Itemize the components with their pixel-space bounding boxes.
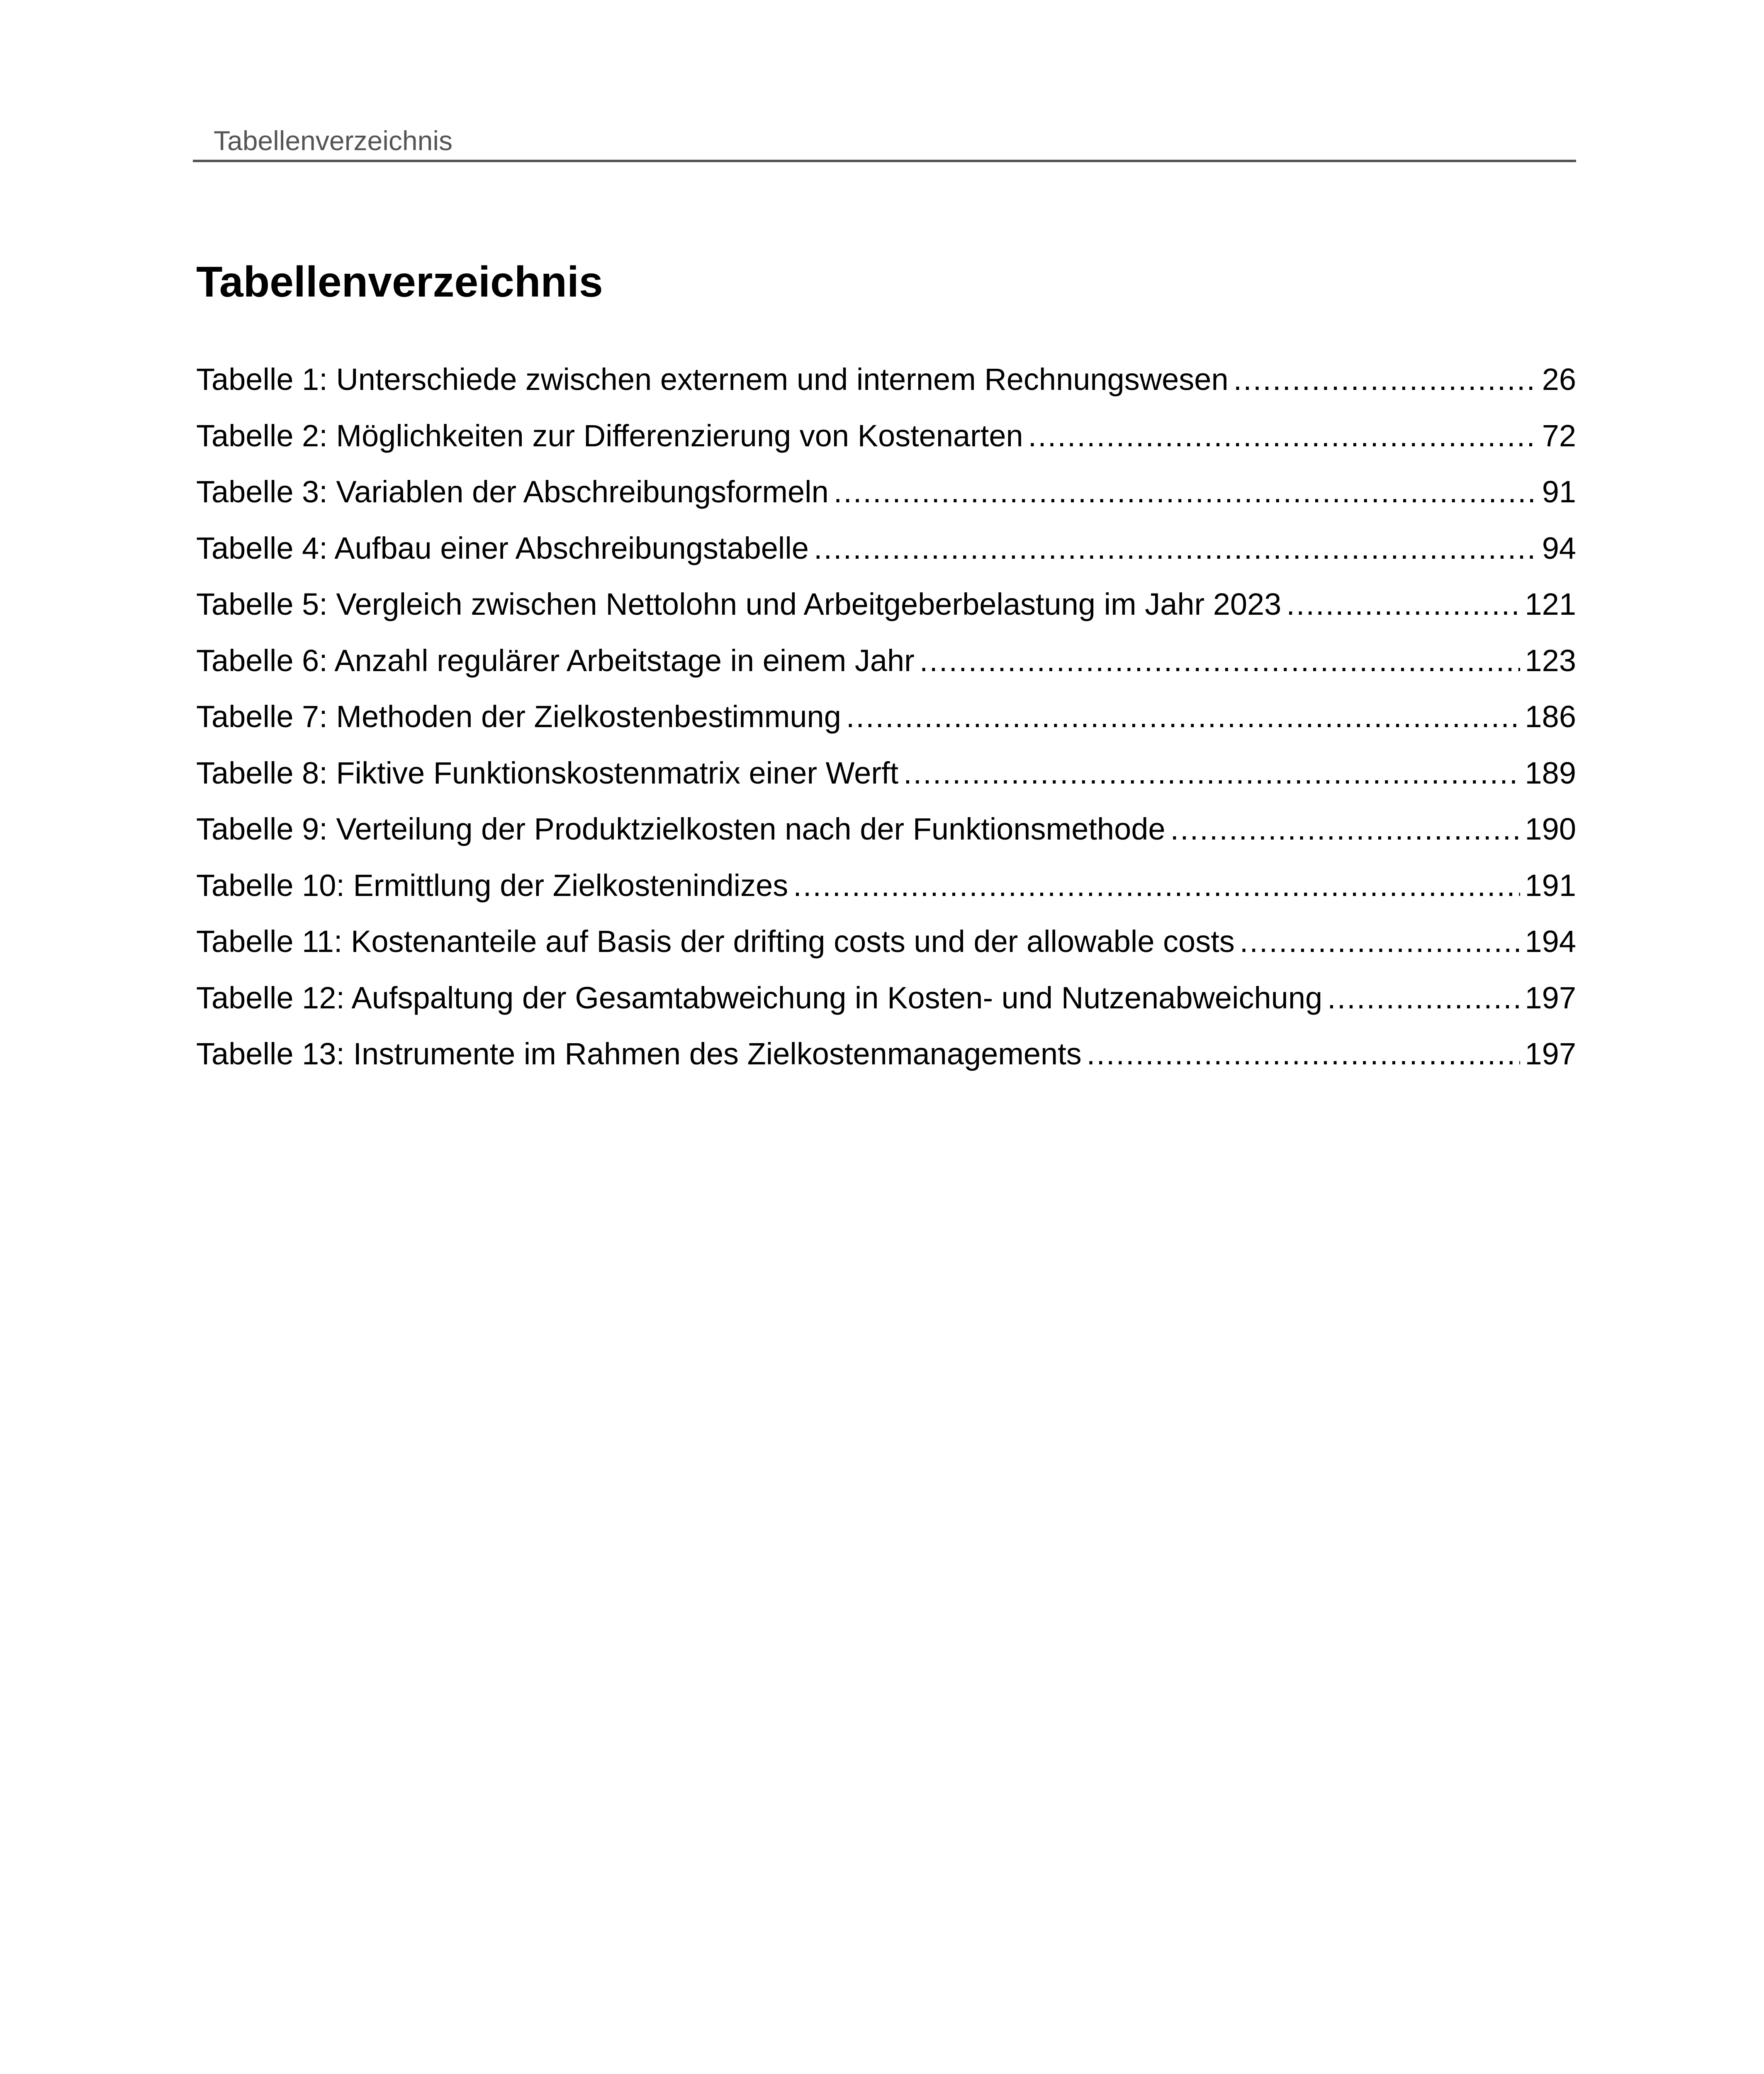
toc-entry-page: 186 xyxy=(1525,699,1576,734)
toc-entry-page: 194 xyxy=(1525,924,1576,959)
toc-entry[interactable] xyxy=(196,752,1576,809)
dot-leader xyxy=(793,865,1520,906)
toc-entry-page: 72 xyxy=(1542,418,1576,453)
toc-entry[interactable] xyxy=(196,359,1576,415)
running-header xyxy=(193,122,1576,162)
toc-entry-page: 94 xyxy=(1542,531,1576,565)
dot-leader xyxy=(1286,584,1520,625)
toc-entry[interactable] xyxy=(196,921,1576,977)
dot-leader xyxy=(846,696,1520,738)
page-title: Tabellenverzeichnis xyxy=(196,258,603,306)
dot-leader xyxy=(920,640,1520,682)
toc-entry-label: Tabelle 2: Möglichkeiten zur Differenzierung von Kostenarten xyxy=(196,418,1023,453)
toc-entry-page: 191 xyxy=(1525,868,1576,903)
toc-entry-label: Tabelle 10: Ermittlung der Zielkostenindizes xyxy=(196,868,788,903)
toc-entry-page: 123 xyxy=(1525,643,1576,678)
toc-entry-label: Tabelle 4: Aufbau einer Abschreibungstabelle xyxy=(196,531,809,565)
toc-entry[interactable] xyxy=(196,696,1576,752)
dot-leader xyxy=(814,528,1537,569)
toc-entry[interactable] xyxy=(196,528,1576,584)
toc-entry[interactable] xyxy=(196,808,1576,865)
dot-leader xyxy=(1327,977,1520,1019)
dot-leader xyxy=(903,752,1520,794)
toc-entry-label: Tabelle 6: Anzahl regulärer Arbeitstage in einem Jahr xyxy=(196,643,915,678)
toc-entry-page: 121 xyxy=(1525,587,1576,621)
toc-entry[interactable] xyxy=(196,584,1576,640)
toc-entry-page: 190 xyxy=(1525,812,1576,846)
toc-entry-page: 189 xyxy=(1525,755,1576,790)
toc-entry-label: Tabelle 13: Instrumente im Rahmen des Zielkostenmanagements xyxy=(196,1037,1082,1071)
toc-entry-page: 26 xyxy=(1542,362,1576,397)
toc-entry[interactable] xyxy=(196,865,1576,921)
toc-entry[interactable] xyxy=(196,471,1576,528)
toc-entry-page: 197 xyxy=(1525,980,1576,1015)
toc-entry-page: 197 xyxy=(1525,1037,1576,1071)
table-of-tables xyxy=(196,359,1576,1090)
toc-entry[interactable] xyxy=(196,640,1576,696)
toc-entry-label: Tabelle 1: Unterschiede zwischen externem und internem Rechnungswesen xyxy=(196,362,1229,397)
toc-entry[interactable] xyxy=(196,1033,1576,1090)
toc-entry[interactable] xyxy=(196,977,1576,1034)
toc-entry[interactable] xyxy=(196,415,1576,472)
toc-entry-label: Tabelle 11: Kostenanteile auf Basis der drifting costs und der allowable costs xyxy=(196,924,1235,959)
dot-leader xyxy=(1234,359,1537,400)
toc-entry-page: 91 xyxy=(1542,475,1576,509)
toc-entry-label: Tabelle 7: Methoden der Zielkostenbestimmung xyxy=(196,699,841,734)
toc-entry-label: Tabelle 12: Aufspaltung der Gesamtabweichung in Kosten- und Nutzenabweichung xyxy=(196,980,1323,1015)
toc-entry-label: Tabelle 8: Fiktive Funktionskostenmatrix einer Werft xyxy=(196,755,899,790)
running-header-title: Tabellenverzeichnis xyxy=(214,125,453,156)
toc-entry-label: Tabelle 9: Verteilung der Produktzielkosten nach der Funktionsmethode xyxy=(196,812,1165,846)
dot-leader xyxy=(1028,415,1537,457)
toc-entry-label: Tabelle 5: Vergleich zwischen Nettolohn und Arbeitgeberbelastung im Jahr 2023 xyxy=(196,587,1282,621)
dot-leader xyxy=(1170,808,1520,850)
toc-entry-label: Tabelle 3: Variablen der Abschreibungsformeln xyxy=(196,475,829,509)
dot-leader xyxy=(1240,921,1520,962)
dot-leader xyxy=(834,471,1537,513)
dot-leader xyxy=(1087,1033,1520,1075)
